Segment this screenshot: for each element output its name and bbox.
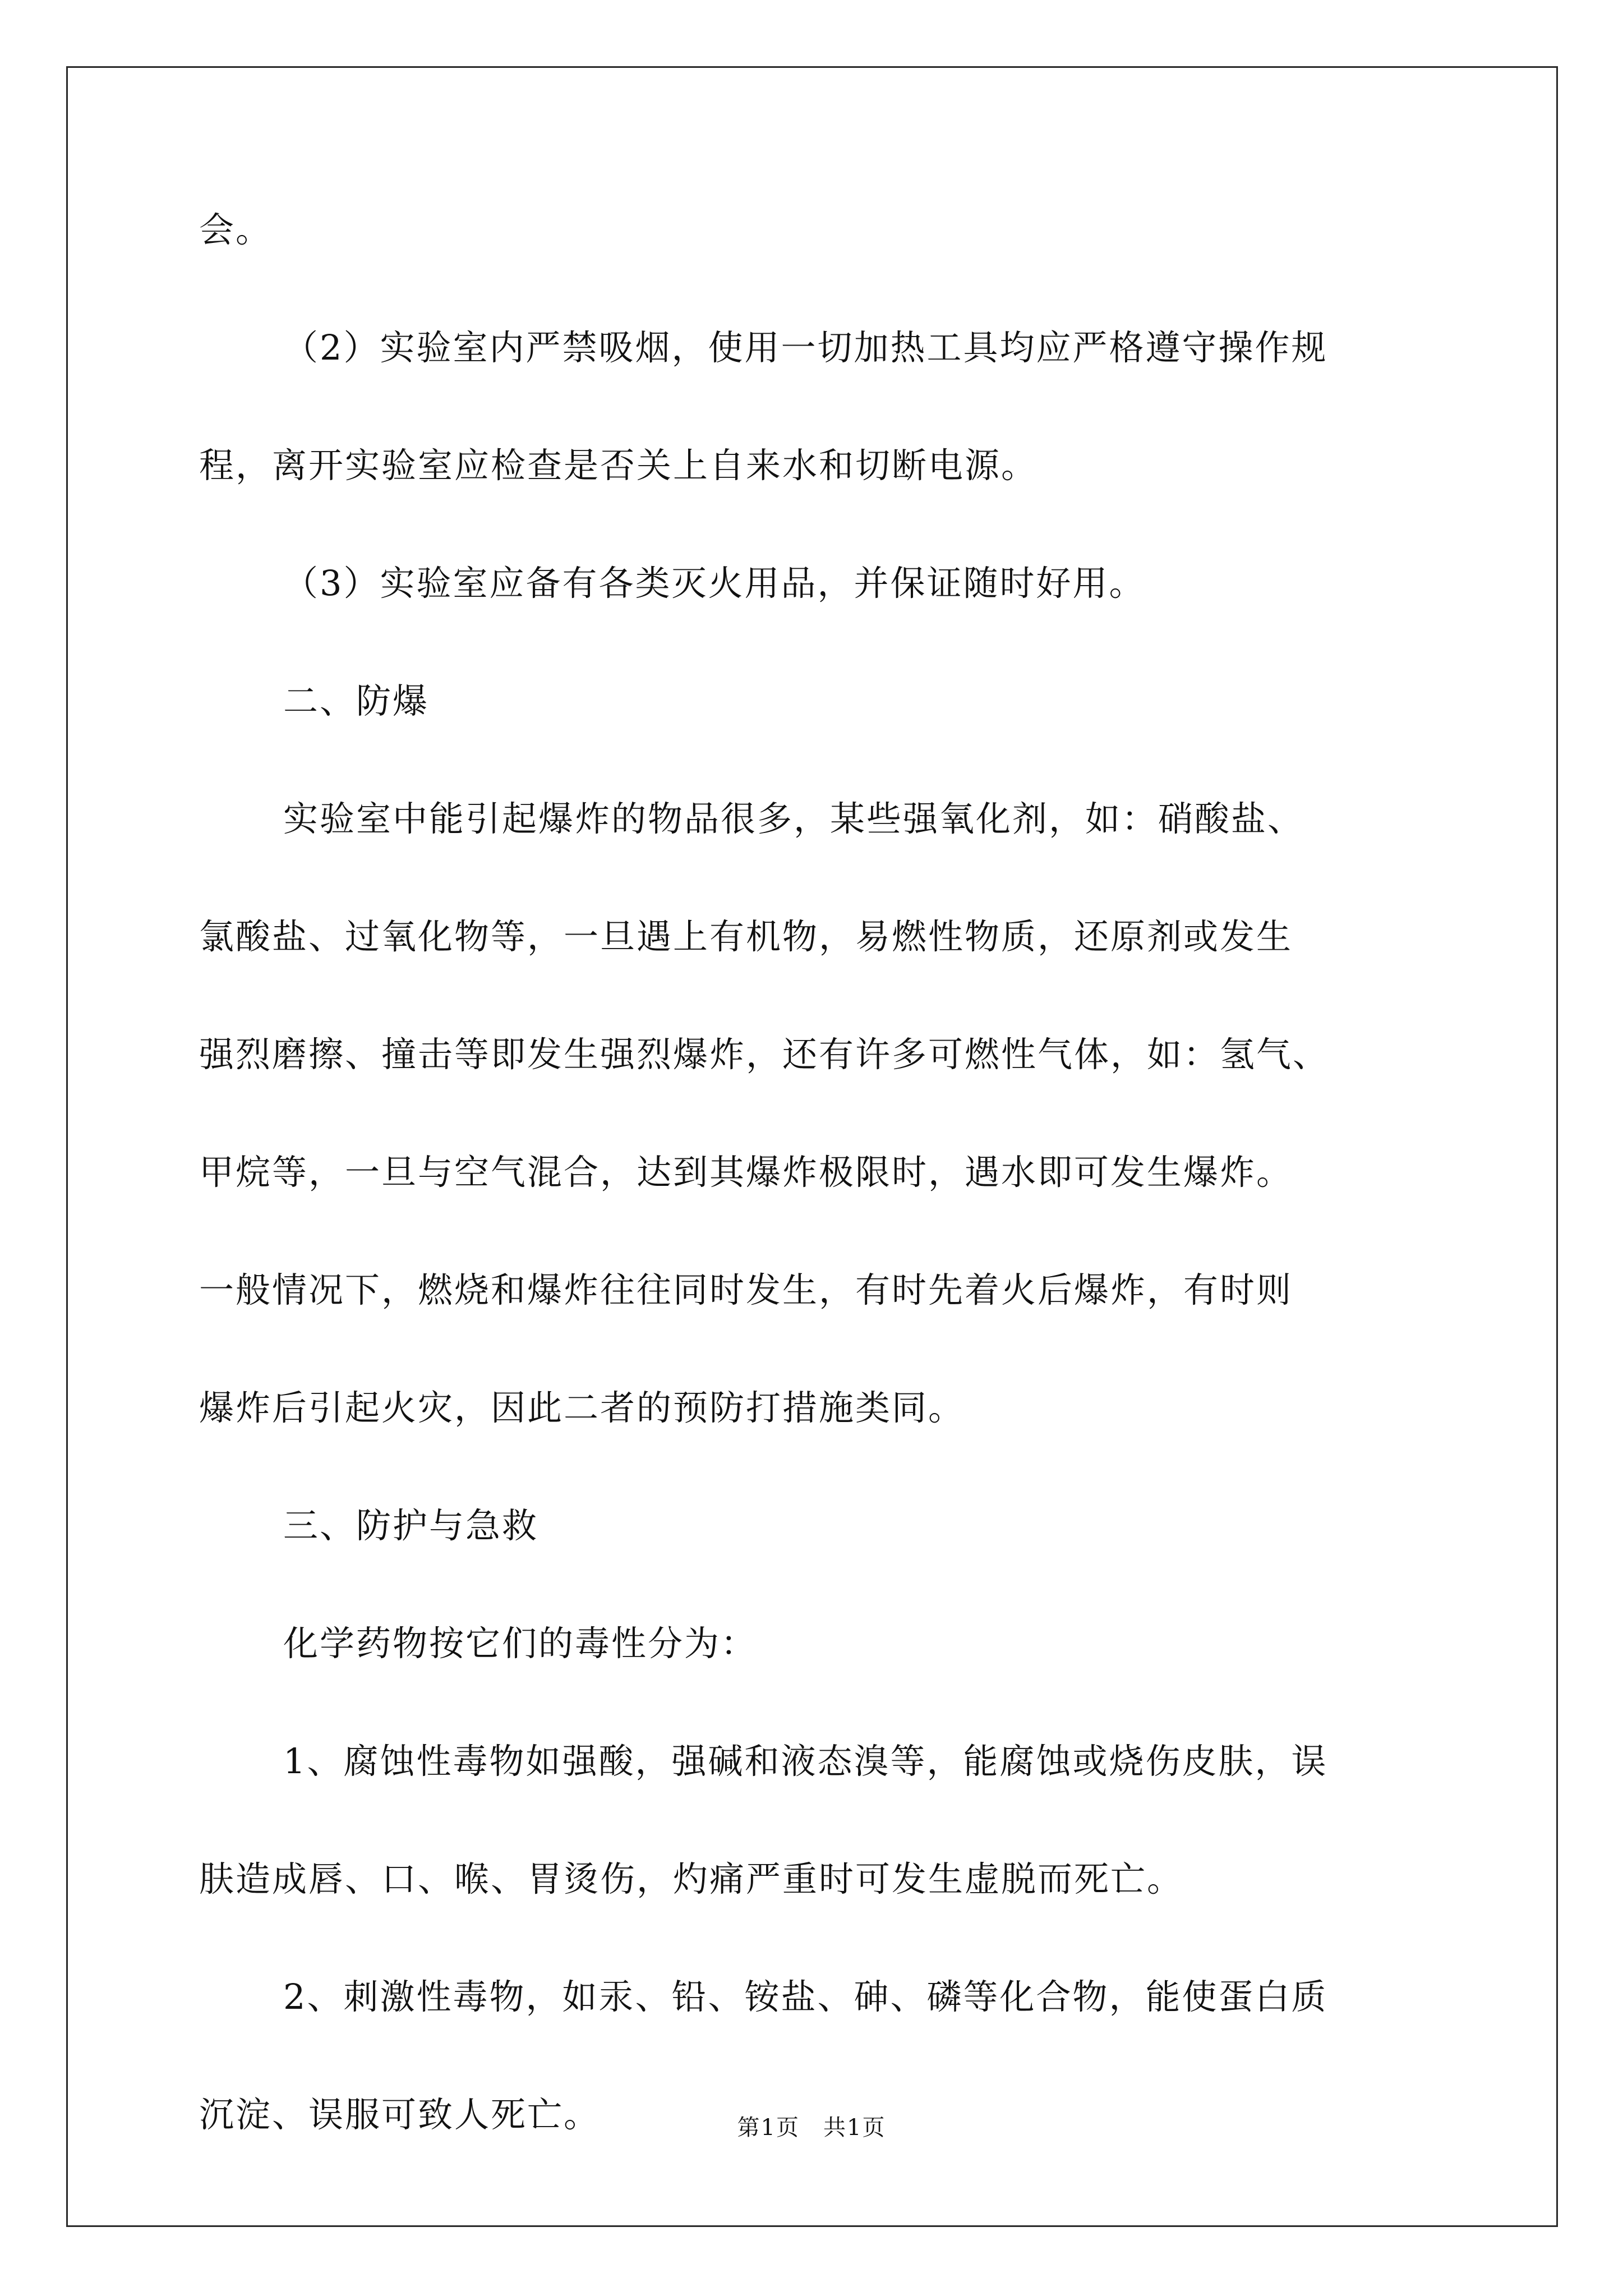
text-line: 强烈磨擦、撞击等即发生强烈爆炸，还有许多可燃性气体，如：氢气、 xyxy=(199,1034,1330,1075)
text-line: 化学药物按它们的毒性分为： xyxy=(283,1623,758,1664)
text-line: 肤造成唇、口、喉、胃烫伤，灼痛严重时可发生虚脱而死亡。 xyxy=(199,1858,1184,1899)
section-heading: 三、防护与急救 xyxy=(283,1505,539,1546)
page-number-footer: 第1页 共1页 xyxy=(737,2115,886,2141)
text-line: 程，离开实验室应检查是否关上自来水和切断电源。 xyxy=(199,445,1038,486)
text-line: （2）实验室内严禁吸烟，使用一切加热工具均应严格遵守操作规 xyxy=(283,327,1328,368)
text-line: 一般情况下，燃烧和爆炸往往同时发生，有时先着火后爆炸，有时则 xyxy=(199,1269,1293,1310)
text-line: 会。 xyxy=(199,209,273,250)
text-line: 甲烷等，一旦与空气混合，达到其爆炸极限时，遇水即可发生爆炸。 xyxy=(199,1152,1293,1193)
text-line: 爆炸后引起火灾，因此二者的预防打措施类同。 xyxy=(199,1387,965,1428)
text-line: 1、腐蚀性毒物如强酸，强碱和液态溴等，能腐蚀或烧伤皮肤，误 xyxy=(283,1741,1328,1782)
text-line: 氯酸盐、过氧化物等，一旦遇上有机物，易燃性物质，还原剂或发生 xyxy=(199,916,1293,957)
section-heading: 二、防爆 xyxy=(283,680,430,721)
text-line: （3）实验室应备有各类灭火用品，并保证随时好用。 xyxy=(283,563,1146,604)
text-line: 沉淀、误服可致人死亡。 xyxy=(199,2094,601,2135)
text-line: 实验室中能引起爆炸的物品很多，某些强氧化剂，如：硝酸盐、 xyxy=(283,798,1304,839)
page-border xyxy=(66,66,1558,2227)
text-line: 2、刺激性毒物，如汞、铅、铵盐、砷、磷等化合物，能使蛋白质 xyxy=(283,1976,1328,2017)
